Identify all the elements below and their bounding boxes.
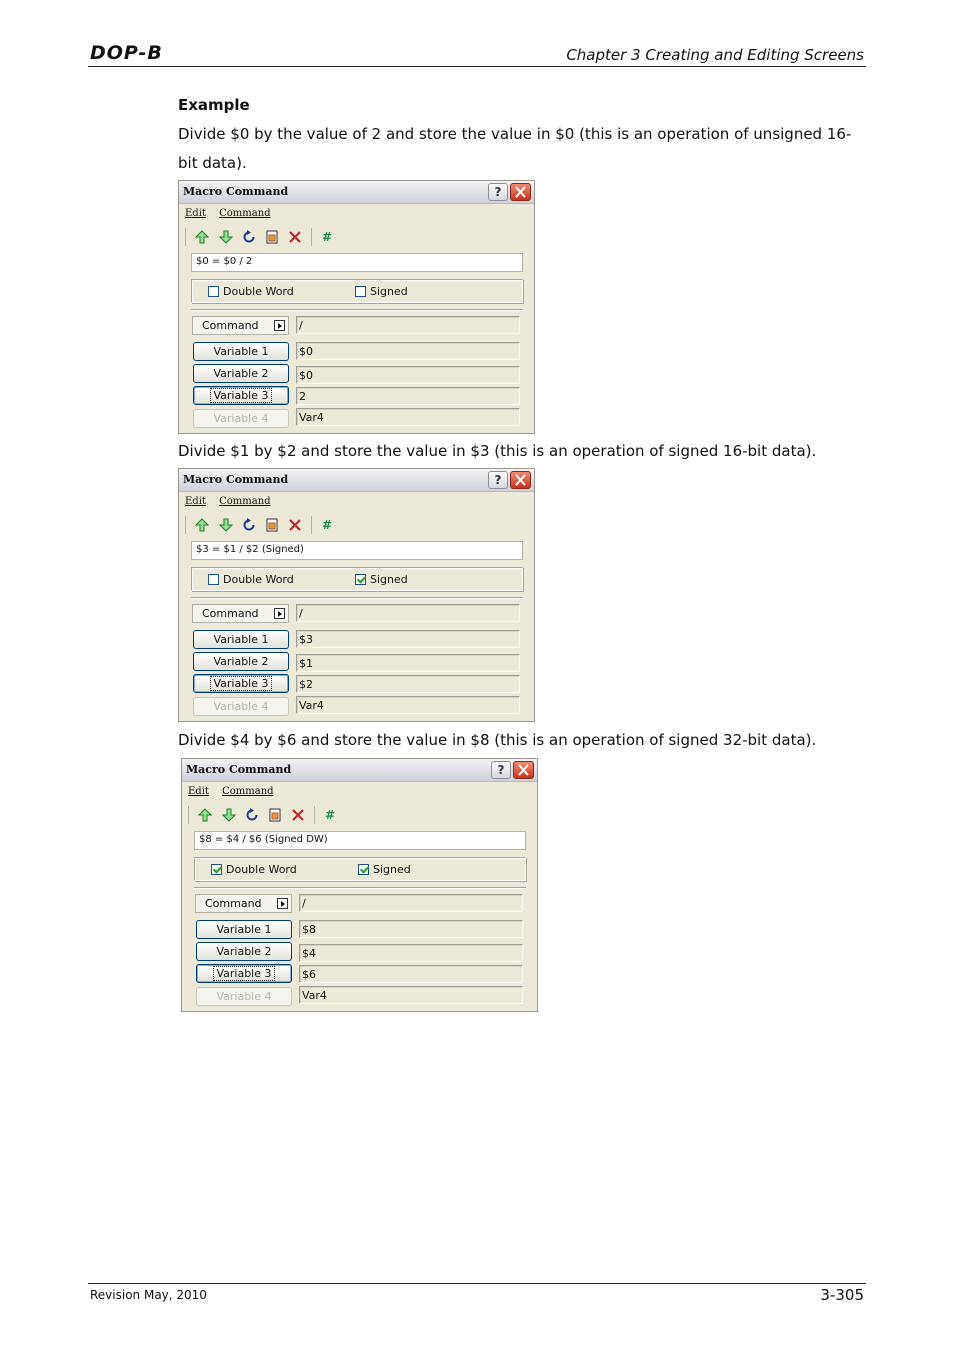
variable-3-field[interactable]: $6 xyxy=(299,965,523,983)
example-heading: Example xyxy=(178,96,250,114)
delete-icon xyxy=(288,230,302,244)
variable-4-button: Variable 4 xyxy=(193,697,289,716)
signed-checkbox[interactable] xyxy=(355,573,408,586)
divider xyxy=(191,597,523,599)
paste-button[interactable] xyxy=(263,516,281,534)
undo-button[interactable] xyxy=(240,516,258,534)
double-word-box[interactable] xyxy=(208,286,219,297)
document-icon xyxy=(265,230,279,244)
paragraph-2: Divide $1 by $2 and store the value in $3 (this is an operation of signed 16-bit data). xyxy=(178,442,817,460)
delete-button[interactable] xyxy=(286,516,304,534)
divider xyxy=(194,887,526,889)
paragraph-3: Divide $4 by $6 and store the value in $8 (this is an operation of signed 32-bit data). xyxy=(178,731,817,749)
macro-command-dialog-1 xyxy=(178,180,535,434)
close-button[interactable] xyxy=(510,471,531,489)
undo-button[interactable] xyxy=(243,806,261,824)
menu-edit[interactable]: Edit xyxy=(185,208,206,219)
arrow-down-icon xyxy=(222,808,236,822)
command-button[interactable] xyxy=(195,894,292,913)
option-group xyxy=(191,279,523,303)
paragraph-1: Divide $0 by the value of 2 and store the value in $0 (this is an operation of unsigned 16-bit data). xyxy=(178,125,852,172)
double-word-label: Double Word xyxy=(223,573,294,586)
play-icon xyxy=(274,320,285,331)
arrow-down-icon xyxy=(219,230,233,244)
expression-field[interactable]: $0 = $0 / 2 xyxy=(191,253,523,272)
double-word-label: Double Word xyxy=(223,285,294,298)
undo-icon xyxy=(242,518,256,532)
move-up-button[interactable] xyxy=(193,228,211,246)
toolbar-separator xyxy=(188,806,189,824)
toolbar xyxy=(185,226,525,248)
variable-4-button: Variable 4 xyxy=(196,987,292,1006)
close-icon xyxy=(511,184,530,200)
close-icon xyxy=(511,472,530,488)
toolbar xyxy=(185,514,525,536)
menu-bar xyxy=(185,496,281,507)
menu-command[interactable]: Command xyxy=(219,496,271,507)
dialog-title: Macro Command xyxy=(186,763,292,776)
hash-icon: # xyxy=(321,518,333,532)
signed-box[interactable] xyxy=(355,286,366,297)
variable-4-field[interactable]: Var4 xyxy=(299,986,523,1004)
toolbar xyxy=(188,804,528,826)
header-rule xyxy=(88,66,866,67)
divider xyxy=(191,309,523,311)
double-word-box[interactable] xyxy=(208,574,219,585)
variable-1-button[interactable]: Variable 1 xyxy=(193,342,289,361)
page-number: 3-305 xyxy=(820,1286,864,1304)
undo-icon xyxy=(242,230,256,244)
variable-2-field[interactable]: $1 xyxy=(296,654,520,672)
arrow-up-icon xyxy=(195,518,209,532)
help-button[interactable]: ? xyxy=(488,183,508,201)
variable-3-button[interactable]: Variable 3 xyxy=(196,964,292,983)
variable-3-field[interactable]: 2 xyxy=(296,387,520,405)
undo-icon xyxy=(245,808,259,822)
menu-bar xyxy=(188,786,284,797)
toolbar-separator xyxy=(311,228,312,246)
menu-command[interactable]: Command xyxy=(222,786,274,797)
header-logo: DOP-B xyxy=(90,42,163,64)
variable-3-button[interactable]: Variable 3 xyxy=(193,674,289,693)
command-button[interactable] xyxy=(192,604,289,623)
chapter-title: Chapter 3 Creating and Editing Screens xyxy=(566,46,864,64)
signed-label: Signed xyxy=(370,285,408,298)
toolbar-separator xyxy=(311,516,312,534)
command-label: Command xyxy=(205,897,262,910)
variable-3-button[interactable]: Variable 3 xyxy=(193,386,289,405)
variable-1-field[interactable]: $3 xyxy=(296,630,520,648)
command-field[interactable]: / xyxy=(296,316,520,334)
macro-command-dialog-2 xyxy=(178,468,535,722)
signed-label: Signed xyxy=(370,573,408,586)
double-word-checkbox[interactable] xyxy=(211,863,297,876)
macro-command-dialog-3 xyxy=(181,758,538,1012)
toolbar-separator xyxy=(185,228,186,246)
paste-button[interactable] xyxy=(266,806,284,824)
paste-button[interactable] xyxy=(263,228,281,246)
move-up-button[interactable] xyxy=(193,516,211,534)
variable-2-button[interactable]: Variable 2 xyxy=(193,652,289,671)
variable-2-button[interactable]: Variable 2 xyxy=(196,942,292,961)
undo-button[interactable] xyxy=(240,228,258,246)
dialog-titlebar[interactable] xyxy=(179,181,534,204)
document-icon xyxy=(265,518,279,532)
move-up-button[interactable] xyxy=(196,806,214,824)
variable-4-field[interactable]: Var4 xyxy=(296,696,520,714)
signed-box[interactable] xyxy=(355,574,366,585)
dialog-title: Macro Command xyxy=(183,185,289,198)
close-button[interactable] xyxy=(513,761,534,779)
close-button[interactable] xyxy=(510,183,531,201)
delete-icon xyxy=(291,808,305,822)
arrow-down-icon xyxy=(219,518,233,532)
delete-button[interactable] xyxy=(289,806,307,824)
expression-field[interactable]: $8 = $4 / $6 (Signed DW) xyxy=(194,831,526,850)
command-label: Command xyxy=(202,319,259,332)
expression-field[interactable]: $3 = $1 / $2 (Signed) xyxy=(191,541,523,560)
play-icon xyxy=(274,608,285,619)
option-group xyxy=(191,567,523,591)
hash-icon: # xyxy=(324,808,336,822)
toolbar-separator xyxy=(185,516,186,534)
hash-button[interactable] xyxy=(318,516,336,534)
help-button[interactable]: ? xyxy=(488,471,508,489)
variable-3-field[interactable]: $2 xyxy=(296,675,520,693)
variable-2-field[interactable]: $0 xyxy=(296,366,520,384)
play-icon xyxy=(277,898,288,909)
variable-4-field[interactable]: Var4 xyxy=(296,408,520,426)
menu-edit[interactable]: Edit xyxy=(185,496,206,507)
delete-button[interactable] xyxy=(286,228,304,246)
hash-button[interactable] xyxy=(318,228,336,246)
double-word-box[interactable] xyxy=(211,864,222,875)
variable-2-field[interactable]: $4 xyxy=(299,944,523,962)
double-word-checkbox[interactable] xyxy=(208,285,294,298)
close-icon xyxy=(514,762,533,778)
variable-1-button[interactable]: Variable 1 xyxy=(193,630,289,649)
hash-button[interactable] xyxy=(321,806,339,824)
signed-label: Signed xyxy=(373,863,411,876)
double-word-checkbox[interactable] xyxy=(208,573,294,586)
command-label: Command xyxy=(202,607,259,620)
footer-rule xyxy=(88,1283,866,1284)
hash-icon: # xyxy=(321,230,333,244)
move-down-button[interactable] xyxy=(220,806,238,824)
menu-command[interactable]: Command xyxy=(219,208,271,219)
option-group xyxy=(194,857,526,881)
delete-icon xyxy=(288,518,302,532)
signed-checkbox[interactable] xyxy=(358,863,411,876)
double-word-label: Double Word xyxy=(226,863,297,876)
variable-1-field[interactable]: $0 xyxy=(296,342,520,360)
signed-checkbox[interactable] xyxy=(355,285,408,298)
variable-4-button: Variable 4 xyxy=(193,409,289,428)
move-down-button[interactable] xyxy=(217,516,235,534)
variable-2-button[interactable]: Variable 2 xyxy=(193,364,289,383)
move-down-button[interactable] xyxy=(217,228,235,246)
variable-1-field[interactable]: $8 xyxy=(299,920,523,938)
menu-bar xyxy=(185,208,281,219)
menu-edit[interactable]: Edit xyxy=(188,786,209,797)
command-button[interactable] xyxy=(192,316,289,335)
command-field[interactable]: / xyxy=(296,604,520,622)
arrow-up-icon xyxy=(195,230,209,244)
signed-box[interactable] xyxy=(358,864,369,875)
command-field[interactable]: / xyxy=(299,894,523,912)
variable-1-button[interactable]: Variable 1 xyxy=(196,920,292,939)
arrow-up-icon xyxy=(198,808,212,822)
toolbar-separator xyxy=(314,806,315,824)
footer-revision: Revision May, 2010 xyxy=(90,1288,207,1302)
dialog-title: Macro Command xyxy=(183,473,289,486)
dialog-titlebar[interactable] xyxy=(179,469,534,492)
dialog-titlebar[interactable] xyxy=(182,759,537,782)
document-icon xyxy=(268,808,282,822)
help-button[interactable]: ? xyxy=(491,761,511,779)
